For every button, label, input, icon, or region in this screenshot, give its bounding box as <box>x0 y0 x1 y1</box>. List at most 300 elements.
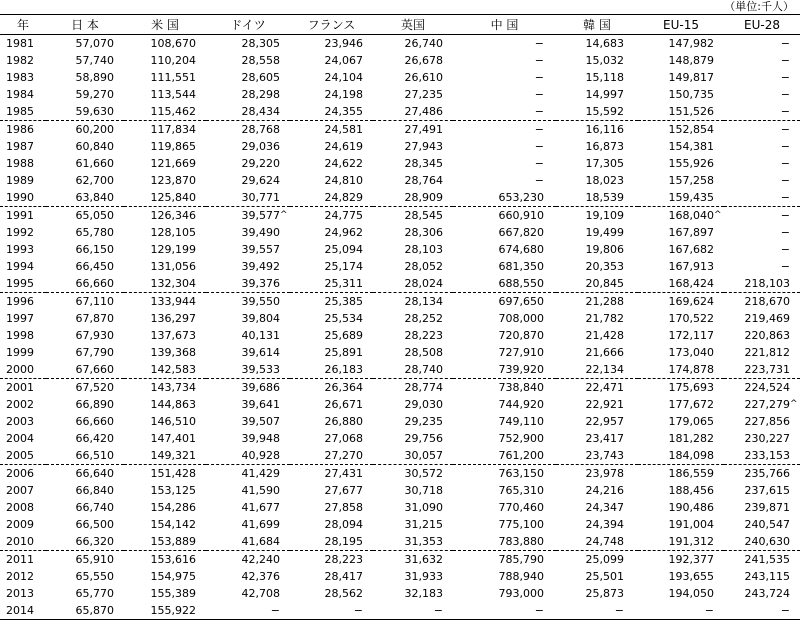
value-cell <box>124 585 206 602</box>
value-cell <box>724 172 800 189</box>
cell-text: 181,282 <box>668 432 714 445</box>
cell-text: 154,142 <box>150 518 196 531</box>
value-cell <box>46 568 124 585</box>
cell-text: − <box>534 174 544 187</box>
value-cell <box>556 310 638 327</box>
cell-text: − <box>780 140 790 153</box>
value-cell <box>373 482 453 499</box>
cell-text: 27,431 <box>324 467 363 480</box>
cell-text: 16,873 <box>585 140 624 153</box>
value-cell <box>206 258 290 275</box>
cell-text: 115,462 <box>150 105 196 118</box>
year-cell <box>0 344 46 361</box>
cell-text: 174,878 <box>668 363 714 376</box>
table-row <box>0 35 800 53</box>
cell-text: 218,670 <box>744 295 790 308</box>
value-cell <box>206 430 290 447</box>
cell-text: 24,775 <box>324 209 363 222</box>
year-cell <box>0 516 46 533</box>
cell-text: 154,286 <box>150 501 196 514</box>
value-cell <box>453 35 556 53</box>
cell-text: 2009 <box>6 518 34 531</box>
cell-text: 148,879 <box>668 54 714 67</box>
year-cell <box>0 379 46 397</box>
cell-text: 28,252 <box>404 312 443 325</box>
value-cell <box>724 430 800 447</box>
cell-text: − <box>534 604 544 617</box>
value-cell <box>46 241 124 258</box>
cell-text: 179,065 <box>668 415 714 428</box>
value-cell <box>124 224 206 241</box>
cell-text: 28,768 <box>241 123 280 136</box>
cell-text: 27,235 <box>404 88 443 101</box>
cell-text: 29,624 <box>241 174 280 187</box>
cell-text: − <box>534 88 544 101</box>
value-cell <box>373 224 453 241</box>
value-cell <box>206 224 290 241</box>
cell-text: 17,305 <box>585 157 624 170</box>
cell-text: 752,900 <box>498 432 544 445</box>
year-cell <box>0 293 46 311</box>
cell-text: 28,298 <box>241 88 280 101</box>
cell-text: 23,978 <box>585 467 624 480</box>
cell-text: 788,940 <box>498 570 544 583</box>
value-cell <box>46 275 124 293</box>
value-cell <box>124 602 206 620</box>
cell-text: 159,435 <box>668 191 714 204</box>
cell-text: 28,605 <box>241 71 280 84</box>
cell-text: 24,355 <box>324 105 363 118</box>
value-cell <box>46 379 124 397</box>
value-cell <box>206 585 290 602</box>
value-cell <box>46 121 124 139</box>
cell-text: 14,683 <box>585 37 624 50</box>
cell-text: − <box>534 123 544 136</box>
value-cell <box>290 379 373 397</box>
cell-text: 193,655 <box>668 570 714 583</box>
cell-text: 67,660 <box>75 363 114 376</box>
value-cell <box>373 379 453 397</box>
cell-text: − <box>534 140 544 153</box>
cell-text: 65,050 <box>75 209 114 222</box>
cell-text: 681,350 <box>498 260 544 273</box>
cell-text: 39,492 <box>241 260 280 273</box>
cell-text: 1995 <box>6 277 34 290</box>
cell-text: − <box>780 174 790 187</box>
cell-text: 147,401 <box>150 432 196 445</box>
value-cell <box>206 155 290 172</box>
year-cell <box>0 533 46 551</box>
cell-text: 223,731 <box>744 363 790 376</box>
value-cell <box>556 516 638 533</box>
year-cell <box>0 258 46 275</box>
cell-text: 22,957 <box>585 415 624 428</box>
value-cell <box>206 310 290 327</box>
value-cell <box>373 602 453 620</box>
value-cell <box>46 327 124 344</box>
cell-text: 218,103 <box>744 277 790 290</box>
cell-text: − <box>780 88 790 101</box>
value-cell <box>373 430 453 447</box>
cell-text: 20,353 <box>585 260 624 273</box>
year-cell <box>0 482 46 499</box>
value-cell <box>46 602 124 620</box>
value-cell <box>556 275 638 293</box>
year-cell <box>0 361 46 379</box>
value-cell <box>453 533 556 551</box>
cell-text: 28,103 <box>404 243 443 256</box>
value-cell <box>373 310 453 327</box>
cell-text: 1988 <box>6 157 34 170</box>
cell-text: 39,557 <box>241 243 280 256</box>
cell-text: 147,982 <box>668 37 714 50</box>
cell-text: − <box>780 123 790 136</box>
value-cell <box>556 258 638 275</box>
value-cell <box>638 138 724 155</box>
cell-text: 28,909 <box>404 191 443 204</box>
value-cell <box>556 86 638 103</box>
value-cell <box>453 189 556 207</box>
cell-text: 243,115 <box>744 570 790 583</box>
cell-text: − <box>780 157 790 170</box>
table-row <box>0 52 800 69</box>
value-cell <box>124 413 206 430</box>
table-row <box>0 327 800 344</box>
cell-text: 149,817 <box>668 71 714 84</box>
cell-text: 26,880 <box>324 415 363 428</box>
value-cell <box>46 585 124 602</box>
value-cell <box>373 327 453 344</box>
value-cell <box>724 138 800 155</box>
value-cell <box>124 207 206 225</box>
cell-text: 67,520 <box>75 381 114 394</box>
year-cell <box>0 327 46 344</box>
value-cell <box>290 69 373 86</box>
value-cell <box>206 86 290 103</box>
cell-text: 167,682 <box>668 243 714 256</box>
header-year: 年 <box>0 15 46 35</box>
cell-text: 67,870 <box>75 312 114 325</box>
table-row <box>0 465 800 483</box>
cell-text: 119,865 <box>150 140 196 153</box>
value-cell <box>373 396 453 413</box>
value-cell <box>638 241 724 258</box>
cell-text: − <box>353 604 363 617</box>
value-cell <box>46 189 124 207</box>
cell-text: 21,666 <box>585 346 624 359</box>
value-cell <box>724 86 800 103</box>
value-cell <box>453 86 556 103</box>
value-cell <box>290 602 373 620</box>
table-row <box>0 516 800 533</box>
value-cell <box>206 568 290 585</box>
cell-text: 19,806 <box>585 243 624 256</box>
cell-text: 28,024 <box>404 277 443 290</box>
year-cell <box>0 602 46 620</box>
value-cell <box>638 52 724 69</box>
year-cell <box>0 121 46 139</box>
cell-text: 1994 <box>6 260 34 273</box>
value-cell <box>124 189 206 207</box>
cell-text: 66,660 <box>75 415 114 428</box>
year-cell <box>0 172 46 189</box>
cell-text: 28,223 <box>324 553 363 566</box>
value-cell <box>453 379 556 397</box>
cell-text: 26,610 <box>404 71 443 84</box>
cell-text: 16,116 <box>585 123 624 136</box>
cell-text: 121,669 <box>150 157 196 170</box>
cell-text: − <box>534 157 544 170</box>
table-row <box>0 602 800 620</box>
cell-text: 61,660 <box>75 157 114 170</box>
table-row <box>0 499 800 516</box>
cell-text: 137,673 <box>150 329 196 342</box>
value-cell <box>724 379 800 397</box>
cell-text: 227,856 <box>744 415 790 428</box>
value-cell <box>453 293 556 311</box>
cell-text: 220,863 <box>744 329 790 342</box>
value-cell <box>46 103 124 121</box>
cell-text: 1990 <box>6 191 34 204</box>
value-cell <box>556 103 638 121</box>
value-cell <box>290 86 373 103</box>
year-cell <box>0 241 46 258</box>
cell-text: 39,533 <box>241 363 280 376</box>
value-cell <box>638 447 724 465</box>
value-cell <box>724 533 800 551</box>
table-row <box>0 413 800 430</box>
value-cell <box>124 275 206 293</box>
year-cell <box>0 86 46 103</box>
cell-text: 221,812 <box>744 346 790 359</box>
value-cell <box>373 138 453 155</box>
value-cell <box>206 396 290 413</box>
value-cell <box>453 465 556 483</box>
value-cell <box>206 172 290 189</box>
value-cell <box>453 241 556 258</box>
cell-text: 22,921 <box>585 398 624 411</box>
cell-text: 153,889 <box>150 535 196 548</box>
cell-text: 653,230 <box>498 191 544 204</box>
cell-text: 785,790 <box>498 553 544 566</box>
value-cell <box>290 430 373 447</box>
cell-text: − <box>780 209 790 222</box>
value-cell <box>556 241 638 258</box>
cell-text: 24,619 <box>324 140 363 153</box>
value-cell <box>124 430 206 447</box>
cell-text: 66,500 <box>75 518 114 531</box>
value-cell <box>556 69 638 86</box>
cell-text: 190,486 <box>668 501 714 514</box>
value-cell <box>46 430 124 447</box>
cell-text: 65,780 <box>75 226 114 239</box>
cell-text: 15,118 <box>585 71 624 84</box>
value-cell <box>206 499 290 516</box>
cell-text: 770,460 <box>498 501 544 514</box>
cell-text: 113,544 <box>150 88 196 101</box>
cell-text: 123,870 <box>150 174 196 187</box>
value-cell <box>124 344 206 361</box>
cell-text: 28,434 <box>241 105 280 118</box>
cell-text: 39,376 <box>241 277 280 290</box>
cell-text: 2006 <box>6 467 34 480</box>
value-cell <box>124 465 206 483</box>
cell-text: 26,671 <box>324 398 363 411</box>
year-cell <box>0 69 46 86</box>
value-cell <box>724 516 800 533</box>
value-cell <box>373 568 453 585</box>
cell-text: 41,429 <box>241 467 280 480</box>
value-cell <box>206 361 290 379</box>
value-cell <box>724 568 800 585</box>
year-cell <box>0 551 46 569</box>
cell-text: 720,870 <box>498 329 544 342</box>
header-france: フランス <box>290 15 373 35</box>
cell-text: 28,558 <box>241 54 280 67</box>
value-cell <box>124 69 206 86</box>
cell-text: 65,770 <box>75 587 114 600</box>
cell-text: 169,624 <box>668 295 714 308</box>
value-cell <box>724 585 800 602</box>
cell-text: 192,377 <box>668 553 714 566</box>
cell-text: 2008 <box>6 501 34 514</box>
value-cell <box>453 499 556 516</box>
value-cell <box>206 447 290 465</box>
break-mark: ^ <box>790 399 798 409</box>
value-cell <box>556 413 638 430</box>
value-cell <box>453 52 556 69</box>
cell-text: 66,660 <box>75 277 114 290</box>
cell-text: 22,471 <box>585 381 624 394</box>
cell-text: 19,499 <box>585 226 624 239</box>
cell-text: 32,183 <box>404 587 443 600</box>
value-cell <box>206 533 290 551</box>
cell-text: 24,962 <box>324 226 363 239</box>
value-cell <box>453 344 556 361</box>
cell-text: 26,183 <box>324 363 363 376</box>
header-row <box>0 15 800 35</box>
value-cell <box>556 602 638 620</box>
table-row <box>0 275 800 293</box>
value-cell <box>46 172 124 189</box>
cell-text: 749,110 <box>498 415 544 428</box>
table-row <box>0 361 800 379</box>
value-cell <box>638 533 724 551</box>
value-cell <box>124 241 206 258</box>
value-cell <box>124 52 206 69</box>
value-cell <box>724 413 800 430</box>
cell-text: 67,110 <box>75 295 114 308</box>
cell-text: 21,782 <box>585 312 624 325</box>
value-cell <box>46 465 124 483</box>
value-cell <box>724 258 800 275</box>
value-cell <box>638 86 724 103</box>
value-cell <box>290 327 373 344</box>
cell-text: 24,829 <box>324 191 363 204</box>
value-cell <box>206 344 290 361</box>
value-cell <box>290 585 373 602</box>
value-cell <box>290 241 373 258</box>
value-cell <box>124 482 206 499</box>
cell-text: 41,684 <box>241 535 280 548</box>
value-cell <box>556 568 638 585</box>
cell-text: 744,920 <box>498 398 544 411</box>
value-cell <box>373 585 453 602</box>
value-cell <box>724 69 800 86</box>
cell-text: 28,305 <box>241 37 280 50</box>
cell-text: 184,098 <box>668 449 714 462</box>
cell-text: 21,288 <box>585 295 624 308</box>
cell-text: 24,067 <box>324 54 363 67</box>
value-cell <box>206 69 290 86</box>
value-cell <box>453 69 556 86</box>
value-cell <box>638 602 724 620</box>
cell-text: 1993 <box>6 243 34 256</box>
cell-text: 739,920 <box>498 363 544 376</box>
cell-text: − <box>780 260 790 273</box>
value-cell <box>453 361 556 379</box>
value-cell <box>290 568 373 585</box>
cell-text: 738,840 <box>498 381 544 394</box>
value-cell <box>724 327 800 344</box>
value-cell <box>724 241 800 258</box>
cell-text: 31,933 <box>404 570 443 583</box>
cell-text: 149,321 <box>150 449 196 462</box>
table-row <box>0 207 800 225</box>
cell-text: 194,050 <box>668 587 714 600</box>
value-cell <box>373 35 453 53</box>
cell-text: 763,150 <box>498 467 544 480</box>
table-row <box>0 533 800 551</box>
cell-text: 240,547 <box>744 518 790 531</box>
cell-text: 1982 <box>6 54 34 67</box>
value-cell <box>373 499 453 516</box>
value-cell <box>638 293 724 311</box>
value-cell <box>556 189 638 207</box>
cell-text: 708,000 <box>498 312 544 325</box>
value-cell <box>206 293 290 311</box>
cell-text: 28,417 <box>324 570 363 583</box>
value-cell <box>290 121 373 139</box>
table-row <box>0 568 800 585</box>
value-cell <box>724 396 800 413</box>
year-cell <box>0 568 46 585</box>
cell-text: 25,501 <box>585 570 624 583</box>
cell-text: 25,534 <box>324 312 363 325</box>
cell-text: 31,215 <box>404 518 443 531</box>
value-cell <box>124 499 206 516</box>
value-cell <box>453 430 556 447</box>
table-row <box>0 585 800 602</box>
value-cell <box>724 103 800 121</box>
unit-note: （単位:千人） <box>724 0 794 13</box>
value-cell <box>373 189 453 207</box>
value-cell <box>638 361 724 379</box>
cell-text: 2013 <box>6 587 34 600</box>
cell-text: − <box>780 604 790 617</box>
cell-text: 2012 <box>6 570 34 583</box>
value-cell <box>556 465 638 483</box>
year-cell <box>0 207 46 225</box>
value-cell <box>124 551 206 569</box>
cell-text: 2010 <box>6 535 34 548</box>
header-eu15: EU-15 <box>638 15 724 35</box>
cell-text: 39,614 <box>241 346 280 359</box>
value-cell <box>290 447 373 465</box>
cell-text: − <box>780 226 790 239</box>
value-cell <box>453 327 556 344</box>
value-cell <box>46 258 124 275</box>
